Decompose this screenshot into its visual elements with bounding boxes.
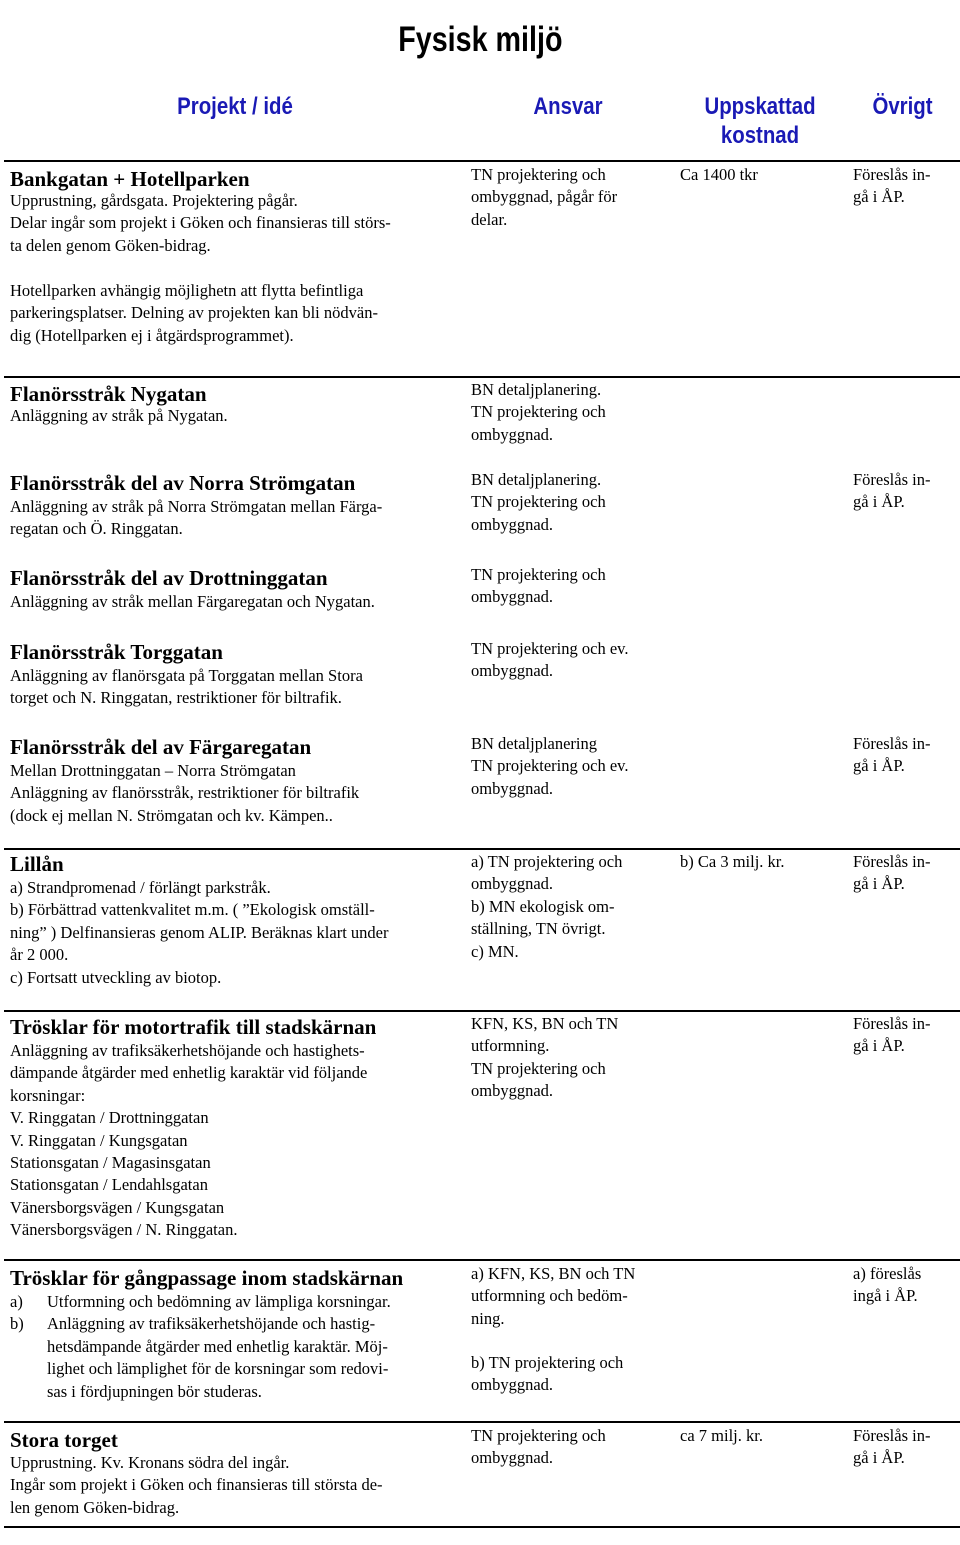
header-kostnad-line2: kostnad: [720, 122, 800, 149]
row-heading: Flanörsstråk Torggatan: [10, 640, 223, 664]
row-heading: Bankgatan + Hotellparken: [10, 167, 250, 191]
row-divider: [4, 1259, 960, 1261]
row-description: Upprustning, gårdsgata. Projektering pågår. Delar ingår som projekt i Göken och finansieras till störs- ta delen genom Göken-bidrag.: [10, 191, 391, 255]
row-ansvar: TN projektering och ombyggnad.: [471, 1426, 606, 1468]
row-heading: Trösklar för motortrafik till stadskärnan: [10, 1015, 377, 1039]
header-projekt: Projekt / idé: [177, 93, 293, 120]
row-list: a) Utformning och bedömning av lämpliga korsningar. b) Anläggning av trafiksäkerhetshöjande och hastig- hetsdämpande åtgärder med enhetlig karaktär. Möj- lighet och lämplighet för de korsningar som redovi- sas i fördjupningen bör studeras.: [10, 1292, 391, 1401]
row-description: Upprustning. Kv. Kronans södra del ingår. Ingår som projekt i Göken och finansieras till största de- len genom Göken-bidrag.: [10, 1453, 383, 1517]
row-ovrigt: Föreslås in- gå i ÅP.: [853, 852, 931, 894]
page-title: Fysisk miljö: [398, 20, 563, 59]
row-ovrigt: Föreslås in- gå i ÅP.: [853, 734, 931, 776]
row-heading: Trösklar för gångpassage inom stadskärnan: [10, 1266, 404, 1290]
list-item: b) Anläggning av trafiksäkerhetshöjande och hastig-: [10, 1314, 376, 1334]
row-ansvar: TN projektering och ombyggnad.: [471, 565, 606, 607]
row-ansvar-b: b) TN projektering och ombyggnad.: [471, 1353, 624, 1395]
header-ovrigt: Övrigt: [872, 93, 933, 120]
row-ovrigt: a) föreslås ingå i ÅP.: [853, 1264, 922, 1306]
row-ansvar: a) KFN, KS, BN och TN utformning och bedöm- ning.: [471, 1264, 636, 1328]
row-note: Hotellparken avhängig möjlighetn att flytta befintliga parkeringsplatser. Delning av projekten kan bli nödvän- dig (Hotellparken ej i åtgärdsprogrammet).: [10, 281, 378, 345]
header-ansvar: Ansvar: [533, 93, 603, 120]
row-heading: Flanörsstråk Nygatan: [10, 382, 207, 406]
row-description: Mellan Drottninggatan – Norra Strömgatan Anläggning av flanörsstråk, restriktioner för biltrafik (dock ej mellan N. Strömgatan och kv. Kämpen..: [10, 761, 360, 825]
row-ansvar: BN detaljplanering. TN projektering och ombyggnad.: [471, 470, 606, 534]
row-ovrigt: Föreslås in- gå i ÅP.: [853, 470, 931, 512]
row-ansvar: a) TN projektering och ombyggnad. b) MN ekologisk om- ställning, TN övrigt. c) MN.: [471, 852, 623, 961]
row-ovrigt: Föreslås in- gå i ÅP.: [853, 165, 931, 207]
row-heading: Flanörsstråk del av Drottninggatan: [10, 566, 328, 590]
row-heading: Flanörsstråk del av Färgaregatan: [10, 735, 312, 759]
row-ansvar: TN projektering och ev. ombyggnad.: [471, 639, 629, 681]
row-ansvar: BN detaljplanering TN projektering och ev. ombyggnad.: [471, 734, 629, 798]
row-kostnad: Ca 1400 tkr: [680, 165, 758, 184]
row-divider: [4, 1421, 960, 1423]
row-ovrigt: Föreslås in- gå i ÅP.: [853, 1426, 931, 1468]
header-kostnad: [692, 92, 828, 150]
row-ovrigt: Föreslås in- gå i ÅP.: [853, 1014, 931, 1056]
row-kostnad: b) Ca 3 milj. kr.: [680, 852, 785, 871]
row-description: Anläggning av stråk på Nygatan.: [10, 406, 228, 425]
row-heading: Flanörsstråk del av Norra Strömgatan: [10, 471, 356, 495]
row-description: Anläggning av flanörsgata på Torggatan mellan Stora torget och N. Ringgatan, restriktioner för biltrafik.: [10, 666, 363, 708]
row-divider: [4, 1526, 960, 1528]
header-kostnad-line1: Uppskattad: [704, 93, 816, 120]
row-heading: Lillån: [10, 852, 64, 876]
row-divider: [4, 1010, 960, 1012]
row-description: Anläggning av stråk mellan Färgaregatan och Nygatan.: [10, 592, 375, 611]
row-ansvar: TN projektering och ombyggnad, pågår för delar.: [471, 165, 618, 229]
row-divider: [4, 376, 960, 378]
row-description: Anläggning av trafiksäkerhetshöjande och hastighets- dämpande åtgärder med enhetlig karaktär vid följande korsningar: V. Ringgatan / Drottninggatan V. Ringgatan / Kungsgatan Stationsgatan / Magasinsgatan Stationsgatan / Lendahlsgatan Vänersborgsvägen / Kungsgatan Vänersborgsvägen / N. Ringgatan.: [10, 1041, 368, 1240]
row-divider: [4, 160, 960, 162]
row-heading: Stora torget: [10, 1428, 118, 1452]
list-item: a) Utformning och bedömning av lämpliga korsningar.: [10, 1292, 391, 1311]
row-ansvar: KFN, KS, BN och TN utformning. TN projektering och ombyggnad.: [471, 1014, 619, 1101]
row-kostnad: ca 7 milj. kr.: [680, 1426, 763, 1445]
row-description: Anläggning av stråk på Norra Strömgatan mellan Färga- regatan och Ö. Ringgatan.: [10, 497, 383, 539]
row-divider: [4, 848, 960, 850]
row-description: a) Strandpromenad / förlängt parkstråk. b) Förbättrad vattenkvalitet m.m. ( ”Ekologisk omställ- ning” ) Delfinansieras genom ALIP. Beräknas klart under år 2 000. c) Fortsatt utveckling av biotop.: [10, 878, 389, 987]
row-ansvar: BN detaljplanering. TN projektering och ombyggnad.: [471, 380, 606, 444]
